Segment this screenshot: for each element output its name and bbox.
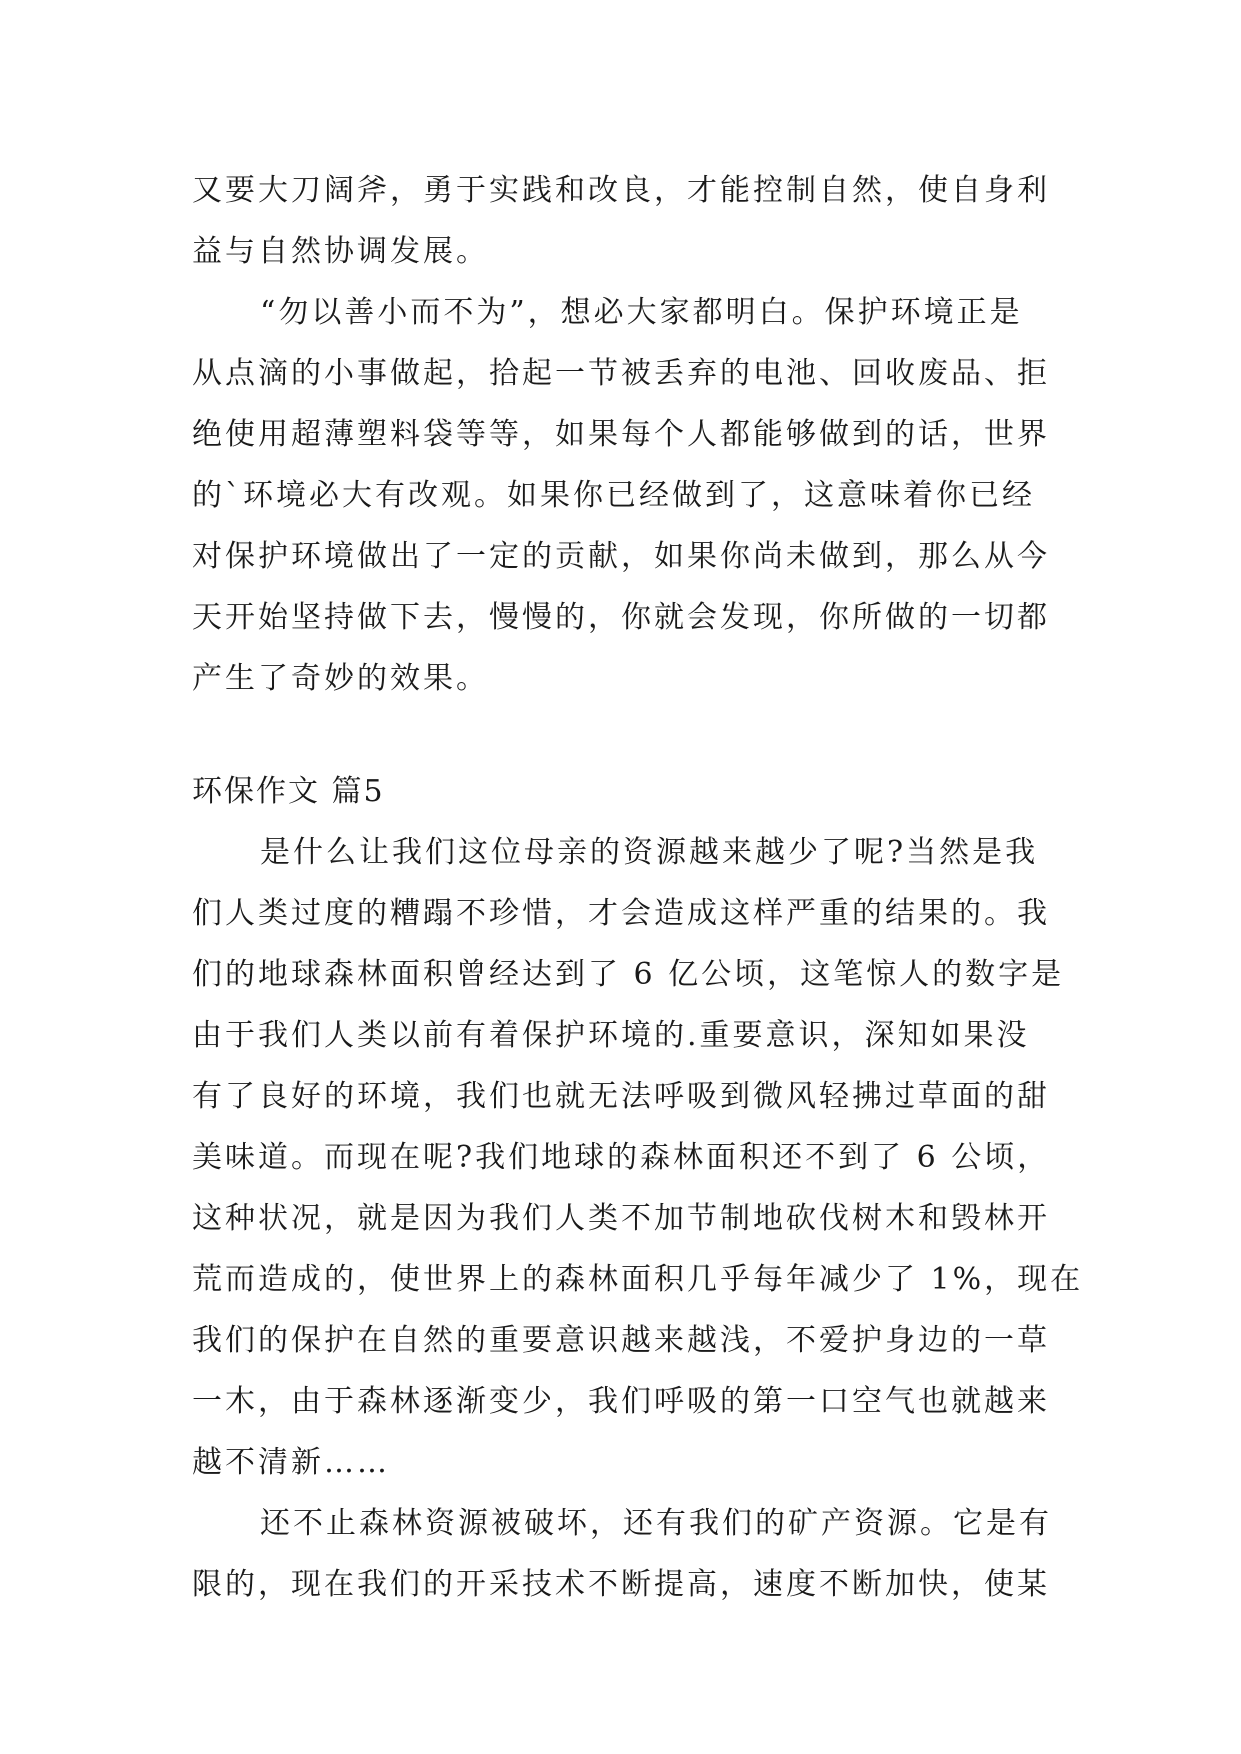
paragraph-1 <box>192 160 1052 282</box>
paragraph-line: 一木，由于森林逐渐变少，我们呼吸的第一口空气也就越来 <box>192 1384 1050 1419</box>
paragraph-line: 从点滴的小事做起，拾起一节被丢弃的电池、回收废品、拒 <box>192 356 1050 391</box>
paragraph-line: 由于我们人类以前有着保护环境的.重要意识，深知如果没 <box>192 1018 1030 1053</box>
paragraph-3 <box>192 822 1084 1493</box>
paragraph-line: 们的地球森林面积曾经达到了 6 亿公顷，这笔惊人的数字是 <box>192 957 1065 992</box>
paragraph-line: “勿以善小而不为”，想必大家都明白。保护环境正是 <box>260 295 1023 330</box>
paragraph-2 <box>192 282 1052 709</box>
paragraph-line: 的`环境必大有改观。如果你已经做到了，这意味着你已经 <box>192 478 1035 513</box>
paragraph-line: 有了良好的环境，我们也就无法呼吸到微风轻拂过草面的甜 <box>192 1079 1050 1114</box>
paragraph-line: 荒而造成的，使世界上的森林面积几乎每年减少了 1%，现在 <box>192 1262 1084 1297</box>
paragraph-4 <box>192 1493 1052 1615</box>
paragraph-line: 又要大刀阔斧，勇于实践和改良，才能控制自然，使自身利 <box>192 173 1050 208</box>
paragraph-line: 产生了奇妙的效果。 <box>192 661 489 696</box>
paragraph-line: 益与自然协调发展。 <box>192 234 489 269</box>
paragraph-line: 限的，现在我们的开采技术不断提高，速度不断加快，使某 <box>192 1567 1050 1602</box>
section-title: 环保作文 篇5 <box>192 774 385 809</box>
paragraph-line: 是什么让我们这位母亲的资源越来越少了呢?当然是我 <box>260 835 1039 870</box>
paragraph-line: 还不止森林资源被破坏，还有我们的矿产资源。它是有 <box>260 1506 1052 1541</box>
paragraph-line: 我们的保护在自然的重要意识越来越浅，不爱护身边的一草 <box>192 1323 1050 1358</box>
paragraph-line: 美味道。而现在呢?我们地球的森林面积还不到了 6 公顷， <box>192 1140 1051 1175</box>
paragraph-line: 这种状况，就是因为我们人类不加节制地砍伐树木和毁林开 <box>192 1201 1050 1236</box>
document-body <box>192 160 1084 1615</box>
paragraph-line: 越不清新…… <box>192 1445 390 1480</box>
paragraph-line: 天开始坚持做下去，慢慢的，你就会发现，你所做的一切都 <box>192 600 1050 635</box>
paragraph-line: 对保护环境做出了一定的贡献，如果你尚未做到，那么从今 <box>192 539 1050 574</box>
paragraph-line: 绝使用超薄塑料袋等等，如果每个人都能够做到的话，世界 <box>192 417 1050 452</box>
paragraph-line: 们人类过度的糟蹋不珍惜，才会造成这样严重的结果的。我 <box>192 896 1050 931</box>
